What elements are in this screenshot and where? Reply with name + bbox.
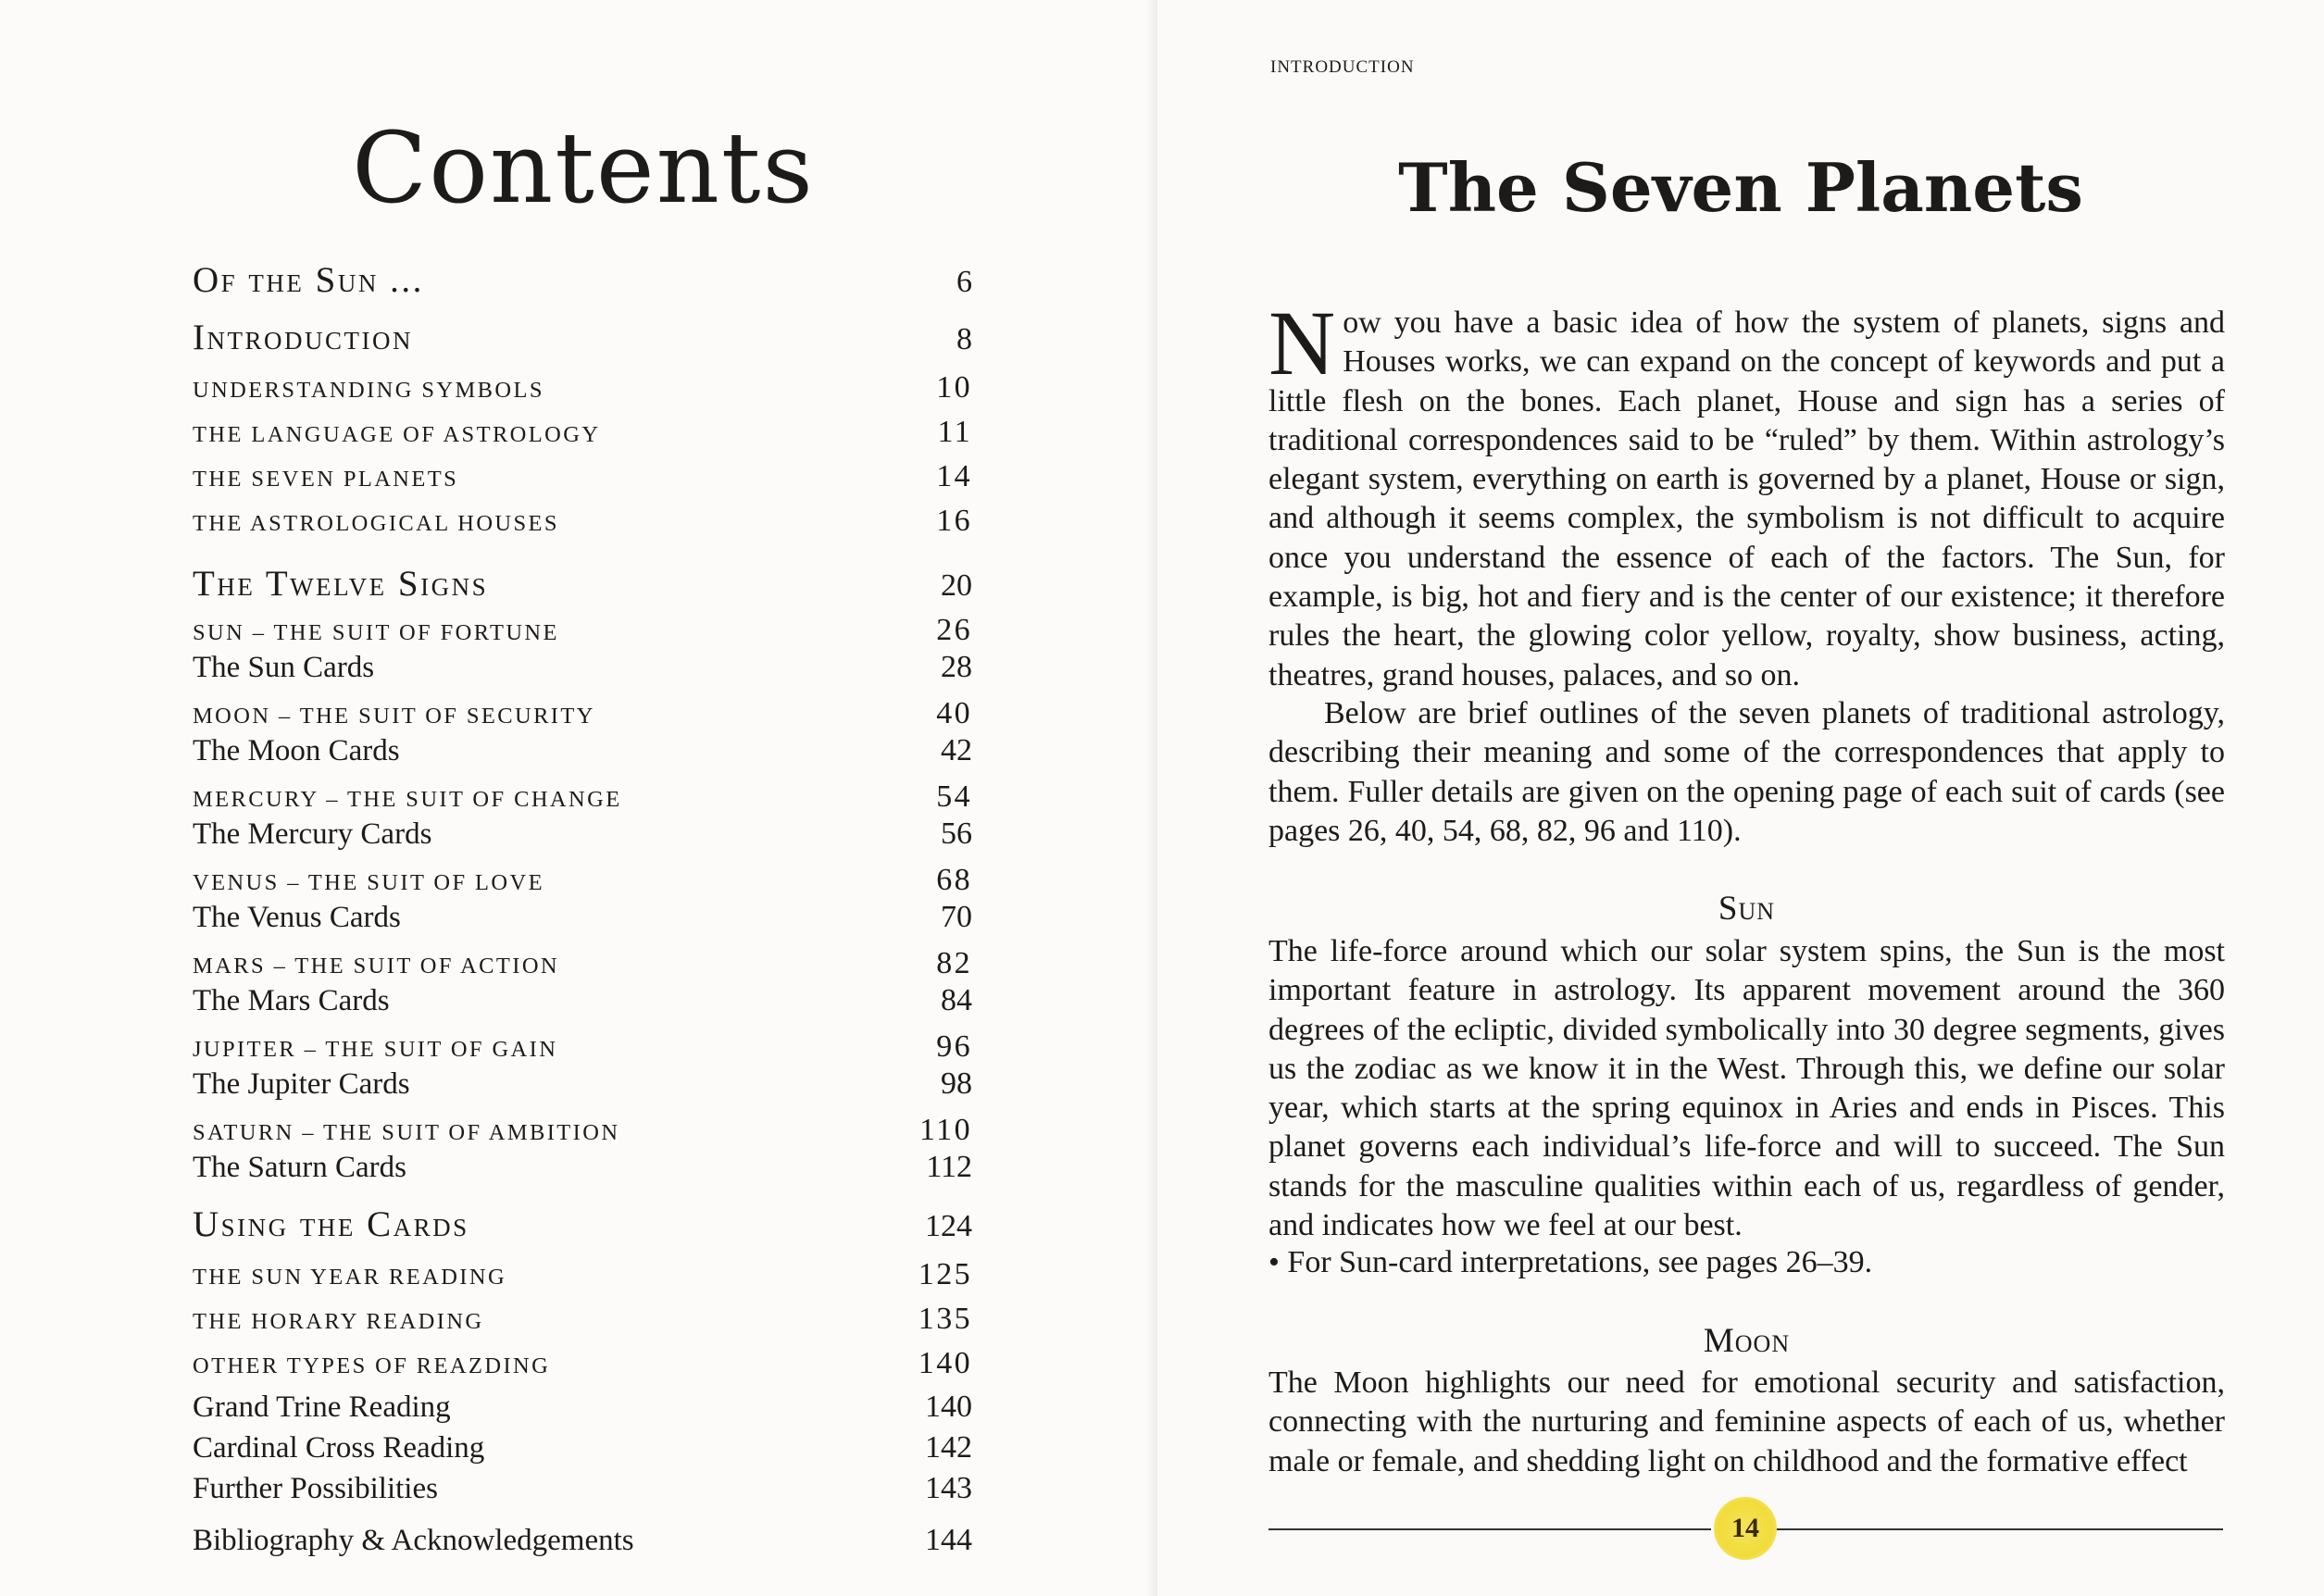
toc-subsection-row[interactable] xyxy=(193,863,972,900)
toc-item-row[interactable] xyxy=(193,733,972,768)
toc-subsection-row[interactable] xyxy=(193,1113,972,1150)
toc-page-number: 98 xyxy=(941,1066,972,1101)
toc-entry-title: JUPITER – THE SUIT OF GAIN xyxy=(193,1037,558,1062)
running-head: INTRODUCTION xyxy=(1270,57,1415,77)
toc-subsection-row[interactable] xyxy=(193,367,972,411)
toc-entry-title: VENUS – THE SUIT OF LOVE xyxy=(193,870,544,895)
sun-heading: Sun xyxy=(1718,890,1776,928)
toc-entry-title: MERCURY – THE SUIT OF CHANGE xyxy=(193,787,622,812)
toc-item-row[interactable] xyxy=(193,650,972,685)
footer-rule-left xyxy=(1268,1528,1711,1530)
toc-subsection-row[interactable] xyxy=(193,696,972,733)
toc-subsection-row[interactable] xyxy=(193,946,972,983)
toc-entry-title: UNDERSTANDING SYMBOLS xyxy=(193,378,544,403)
toc-entry-title: The Mercury Cards xyxy=(193,817,432,851)
moon-heading: Moon xyxy=(1703,1322,1791,1360)
toc-subsection-row[interactable] xyxy=(193,613,972,650)
table-of-contents xyxy=(193,252,972,1561)
toc-item-row[interactable] xyxy=(193,900,972,935)
toc-item-row[interactable] xyxy=(193,1150,972,1185)
toc-entry-title: SATURN – THE SUIT OF AMBITION xyxy=(193,1120,620,1145)
toc-item-row[interactable] xyxy=(193,1468,972,1509)
toc-page-number: 143 xyxy=(925,1471,972,1505)
toc-item-row[interactable] xyxy=(193,1520,972,1561)
toc-entry-title: SUN – THE SUIT OF FORTUNE xyxy=(193,620,559,645)
toc-section-row[interactable] xyxy=(193,311,972,367)
toc-page-number: 8 xyxy=(956,322,972,356)
toc-section-row[interactable] xyxy=(193,1198,972,1253)
toc-subsection-row[interactable] xyxy=(193,1298,972,1342)
toc-entry-title: Grand Trine Reading xyxy=(193,1390,451,1424)
toc-page-number: 110 xyxy=(919,1113,972,1147)
toc-page-number: 68 xyxy=(936,863,972,897)
toc-page-number: 144 xyxy=(925,1523,972,1557)
footer-rule-right xyxy=(1776,1528,2223,1530)
toc-spacer xyxy=(193,1509,972,1520)
toc-page-number: 112 xyxy=(926,1150,972,1184)
toc-page-number: 135 xyxy=(918,1302,972,1336)
toc-entry-title: Bibliography & Acknowledgements xyxy=(193,1524,634,1557)
toc-page-number: 40 xyxy=(936,696,972,730)
toc-page-number: 142 xyxy=(925,1430,972,1465)
toc-entry-title: Further Possibilities xyxy=(193,1472,438,1505)
toc-page-number: 140 xyxy=(918,1346,972,1380)
toc-entry-title: The Twelve Signs xyxy=(193,564,489,604)
toc-section-row[interactable] xyxy=(193,254,972,309)
toc-page-number: 124 xyxy=(925,1209,972,1243)
toc-spacer xyxy=(193,1185,972,1196)
toc-entry-title: Using the Cards xyxy=(193,1204,469,1244)
page-number-badge xyxy=(1714,1497,1777,1560)
toc-entry-title: Cardinal Cross Reading xyxy=(193,1431,485,1465)
second-paragraph: Below are brief outlines of the seven planets of traditional astrology, describing their meaning and some of the correspondences that apply to them. Fuller details are given on the opening page of each suit of cards (see pages 26, 40, 54, 68, 82, 96 and 110). xyxy=(1268,696,2225,848)
toc-entry-title: The Mars Cards xyxy=(193,984,390,1017)
toc-entry-title: The Venus Cards xyxy=(193,901,401,934)
toc-page-number: 14 xyxy=(936,459,972,493)
toc-page-number: 11 xyxy=(937,415,972,449)
toc-item-row[interactable] xyxy=(193,1387,972,1428)
toc-item-row[interactable] xyxy=(193,1428,972,1468)
toc-entry-title: Of the Sun ... xyxy=(193,260,424,300)
toc-entry-title: The Saturn Cards xyxy=(193,1151,406,1184)
toc-subsection-row[interactable] xyxy=(193,779,972,817)
toc-page-number: 96 xyxy=(936,1029,972,1064)
chapter-title: The Seven Planets xyxy=(1398,148,2083,227)
toc-section-row[interactable] xyxy=(193,557,972,613)
toc-entry-title: THE ASTROLOGICAL HOUSES xyxy=(193,511,559,536)
toc-page-number: 84 xyxy=(941,983,972,1017)
toc-page-number: 125 xyxy=(918,1257,972,1291)
toc-entry-title: The Jupiter Cards xyxy=(193,1067,410,1101)
toc-subsection-row[interactable] xyxy=(193,411,972,455)
intro-paragraph: Now you have a basic idea of how the system of planets, signs and Houses works, we can expand on the concept of keywords and put a little flesh on the bones. Each planet, House and sign has a series of traditional correspondences said to be “ruled” by them. Within astrology’s elegant system, everything on earth is governed by a planet, House or sign, and although it seems complex, the symbolism is not difficult to acquire once you understand the essence of each of the factors. The Sun, for example, is big, hot and fiery and is the center of our existence; it therefore rules the heart, the glowing color yellow, royalty, show business, acting, theatres, grand houses, palaces, and so on. xyxy=(1268,292,2225,692)
sun-paragraph: The life-force around which our solar system spins, the Sun is the most important feature in astrology. Its apparent movement around the 360 degrees of the ecliptic, divided symbolically into 30 degree segments, gives us the zodiac as we know it in the West. Through this, we define our solar year, which starts at the spring equinox in Aries and ends in Pisces. This planet governs each individual’s life-force and will to succeed. The Sun stands for the masculine qualities within each of us, regardless of gender, and indicates how we feel at our best. xyxy=(1268,934,2225,1243)
toc-entry-title: MOON – THE SUIT OF SECURITY xyxy=(193,704,595,729)
toc-page-number: 140 xyxy=(925,1390,972,1424)
toc-item-row[interactable] xyxy=(193,983,972,1018)
toc-page-number: 42 xyxy=(941,733,972,767)
contents-title: Contents xyxy=(352,111,815,225)
toc-page-number: 54 xyxy=(936,779,972,814)
toc-subsection-row[interactable] xyxy=(193,1253,972,1298)
toc-entry-title: Introduction xyxy=(193,318,413,357)
page-number: 14 xyxy=(1731,1513,1759,1543)
toc-page-number: 70 xyxy=(941,900,972,934)
toc-entry-title: THE LANGUAGE OF ASTROLOGY xyxy=(193,422,601,447)
toc-page-number: 26 xyxy=(936,613,972,647)
toc-page-number: 10 xyxy=(936,370,972,405)
toc-entry-title: THE SUN YEAR READING xyxy=(193,1265,507,1290)
toc-entry-title: OTHER TYPES OF REAZDING xyxy=(193,1353,551,1378)
toc-entry-title: THE HORARY READING xyxy=(193,1309,484,1334)
toc-item-row[interactable] xyxy=(193,817,972,852)
toc-page-number: 56 xyxy=(941,817,972,851)
toc-page-number: 16 xyxy=(936,504,972,538)
toc-subsection-row[interactable] xyxy=(193,455,972,500)
toc-subsection-row[interactable] xyxy=(193,1342,972,1387)
toc-entry-title: MARS – THE SUIT OF ACTION xyxy=(193,954,560,979)
sun-cross-reference: • For Sun-card interpretations, see pages 26–39. xyxy=(1268,1245,1873,1279)
toc-page-number: 20 xyxy=(941,568,972,603)
toc-entry-title: The Moon Cards xyxy=(193,734,400,767)
contents-page xyxy=(0,0,1157,1596)
toc-page-number: 28 xyxy=(941,650,972,684)
moon-paragraph: The Moon highlights our need for emotional security and satisfaction, connecting with the nurturing and feminine aspects of each of us, whether male or female, and shedding light on childhood and the formative effect xyxy=(1268,1365,2225,1478)
toc-entry-title: The Sun Cards xyxy=(193,651,375,684)
toc-subsection-row[interactable] xyxy=(193,1029,972,1066)
toc-entry-title: THE SEVEN PLANETS xyxy=(193,467,459,492)
toc-item-row[interactable] xyxy=(193,1066,972,1102)
toc-spacer xyxy=(193,544,972,555)
toc-page-number: 6 xyxy=(956,265,972,299)
toc-subsection-row[interactable] xyxy=(193,500,972,544)
toc-page-number: 82 xyxy=(936,946,972,980)
